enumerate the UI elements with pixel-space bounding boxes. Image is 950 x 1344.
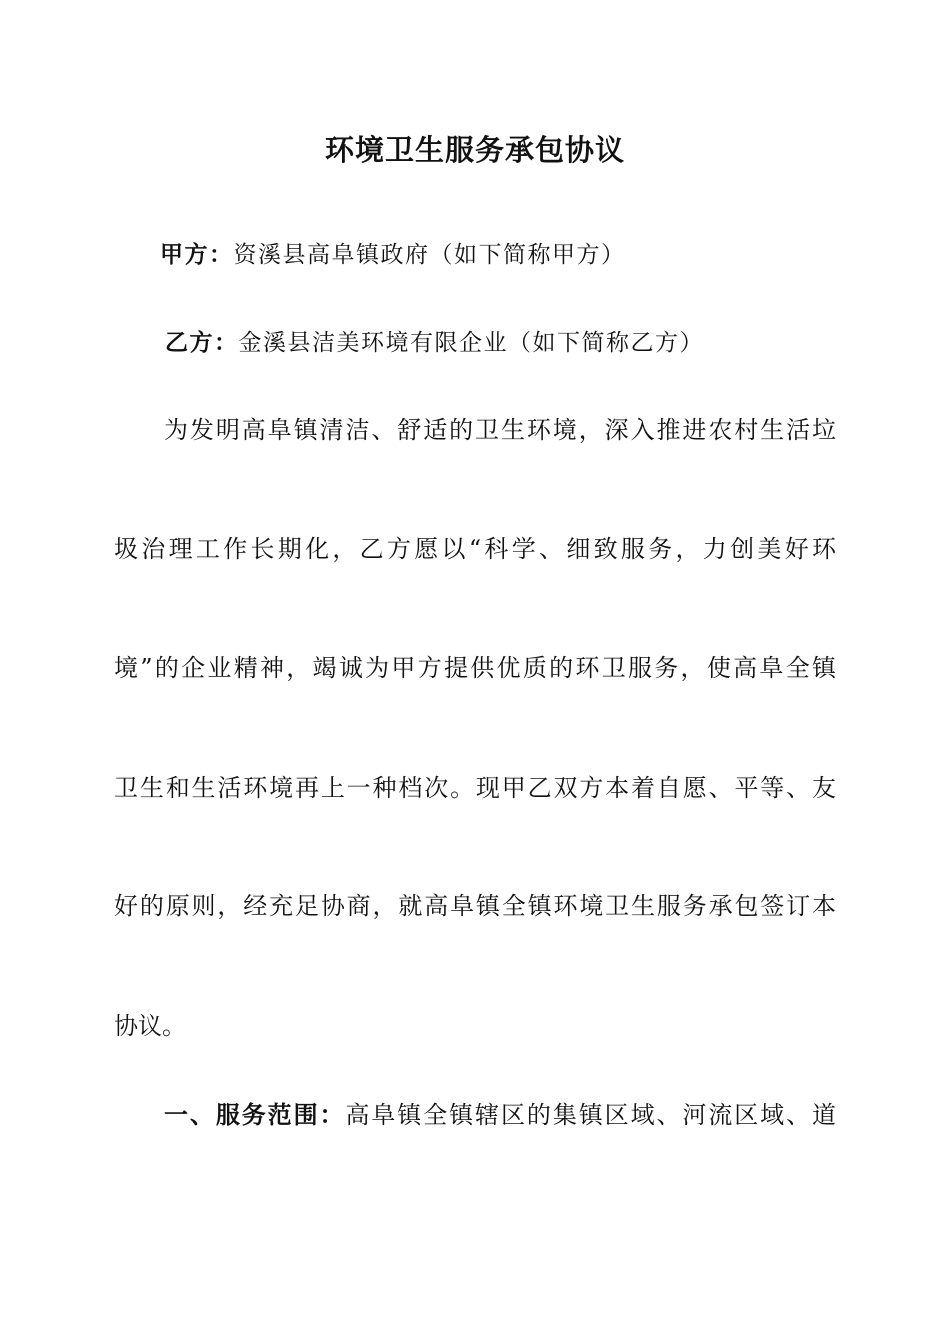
party-a-text: 资溪县高阜镇政府（如下简称甲方） <box>233 242 626 268</box>
section-1-label: 一、服务范围： <box>164 1101 346 1129</box>
preamble-line: 卫生和生活环境再上一种档次。现甲乙双方本着自愿、平等、友 <box>114 774 836 802</box>
preamble-line: 协议。 <box>114 1012 186 1040</box>
preamble-line: 圾治理工作长期化，乙方愿以“科学、细致服务，力创美好环 <box>114 535 836 563</box>
section-1-text: 高阜镇全镇辖区的集镇区域、河流区域、道 <box>345 1101 837 1129</box>
party-a-label: 甲方： <box>160 242 234 268</box>
party-b-text: 金溪县洁美环境有限企业（如下简称乙方） <box>238 330 704 356</box>
party-b-line <box>165 324 704 357</box>
party-a-line <box>160 236 626 269</box>
party-b-label: 乙方： <box>165 330 239 356</box>
preamble-line: 境”的企业精神，竭诚为甲方提供优质的环卫服务，使高阜全镇 <box>114 654 836 682</box>
document-title: 环境卫生服务承包协议 <box>324 133 625 167</box>
section-1-line <box>164 1095 836 1130</box>
preamble-line: 好的原则，经充足协商，就高阜镇全镇环境卫生服务承包签订本 <box>114 892 836 920</box>
preamble-line: 为发明高阜镇清洁、舒适的卫生环境，深入推进农村生活垃 <box>164 416 836 444</box>
